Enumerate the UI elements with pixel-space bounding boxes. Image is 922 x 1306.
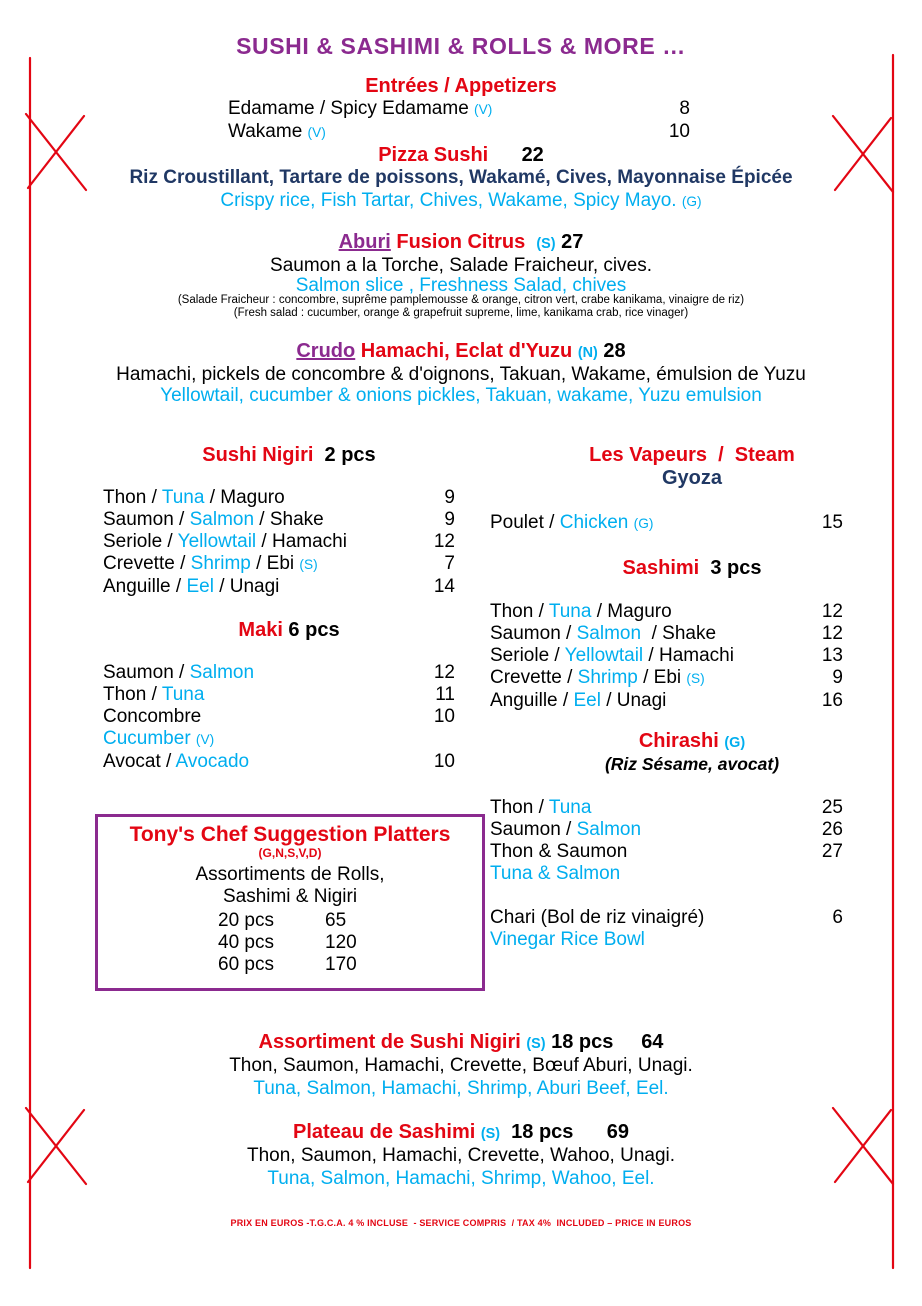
text-part: 27 bbox=[555, 231, 584, 253]
crudo-desc-en: Yellowtail, cucumber & onions pickles, Takuan, wakame, Yuzu emulsion bbox=[160, 385, 762, 406]
platters-title: Tony's Chef Suggestion Platters bbox=[129, 823, 451, 846]
menu-item-row bbox=[490, 512, 843, 535]
menu-item-row bbox=[490, 623, 843, 645]
plateau-sashimi-heading bbox=[0, 1121, 922, 1146]
text-part: Poulet / bbox=[490, 512, 560, 533]
text-part: (G) bbox=[633, 516, 654, 531]
text-part: Crevette / bbox=[490, 667, 578, 688]
menu-item-row bbox=[103, 662, 455, 684]
chirashi-rows bbox=[490, 797, 843, 951]
text-part: Shrimp bbox=[577, 667, 638, 688]
menu-item-row bbox=[103, 531, 455, 553]
menu-item-row bbox=[490, 929, 843, 951]
assortiment-nigiri-desc-en: Tuna, Salmon, Hamachi, Shrimp, Aburi Beef, Eel. bbox=[253, 1078, 669, 1099]
item-name bbox=[228, 98, 492, 121]
item-price: 10 bbox=[433, 751, 455, 772]
menu-item-row bbox=[103, 553, 455, 576]
steam-rows bbox=[490, 512, 843, 535]
chirashi-subtitle: (Riz Sésame, avocat) bbox=[604, 754, 780, 774]
text-part: Crispy rice, Fish Tartar, Chives, Wakame, Spicy Mayo. bbox=[220, 190, 682, 211]
text-part: Plateau de Sashimi bbox=[292, 1121, 481, 1143]
text-part: Thon / bbox=[103, 487, 162, 508]
menu-item-row bbox=[490, 645, 843, 667]
page-title: SUSHI & SASHIMI & ROLLS & MORE … bbox=[236, 33, 686, 59]
assortiment-nigiri-heading bbox=[0, 1031, 922, 1056]
text-part: Edamame / Spicy Edamame bbox=[228, 98, 475, 119]
platter-price: 65 bbox=[325, 910, 347, 931]
text-part bbox=[525, 231, 536, 253]
text-part: 18 pcs bbox=[500, 1121, 574, 1143]
menu-item-row bbox=[490, 667, 843, 690]
item-name bbox=[103, 706, 201, 728]
text-part: Chari (Bol de riz vinaigré) bbox=[490, 907, 705, 928]
assortiment-nigiri-desc-fr: Thon, Saumon, Hamachi, Crevette, Bœuf Aburi, Unagi. bbox=[229, 1055, 693, 1076]
text-part: Aburi bbox=[338, 231, 391, 253]
text-part: Saumon / bbox=[103, 509, 190, 530]
text-part: Tuna bbox=[161, 487, 205, 508]
text-part: / Unagi bbox=[213, 576, 280, 597]
text-part: Assortiment de Sushi Nigiri bbox=[258, 1031, 527, 1053]
sushi-nigiri-heading bbox=[113, 444, 465, 467]
text-part: / Hamachi bbox=[256, 531, 347, 552]
menu-item-row bbox=[490, 863, 843, 885]
text-part: Salmon bbox=[576, 819, 642, 840]
price-footer: PRIX EN EUROS -T.G.C.A. 4 % INCLUSE - SERVICE COMPRIS / TAX 4% INCLUDED – PRICE IN EUROS bbox=[230, 1218, 692, 1228]
text-part: Crudo bbox=[296, 340, 356, 362]
menu-item-row bbox=[103, 487, 455, 509]
text-part: / Maguro bbox=[591, 601, 672, 622]
aburi-desc-en: Salmon slice , Freshness Salad, chives bbox=[295, 275, 627, 296]
item-name bbox=[103, 751, 249, 773]
item-price: 12 bbox=[821, 601, 843, 622]
text-part: (G) bbox=[681, 194, 702, 209]
item-name bbox=[490, 797, 591, 819]
item-price: 15 bbox=[821, 512, 843, 533]
crudo-desc-fr: Hamachi, pickels de concombre & d'oignons, Takuan, Wakame, émulsion de Yuzu bbox=[116, 364, 806, 385]
item-name bbox=[103, 553, 318, 576]
crudo-heading bbox=[0, 340, 922, 365]
platter-price: 170 bbox=[325, 954, 357, 975]
text-part: (V) bbox=[474, 102, 493, 117]
text-part: (G) bbox=[724, 735, 746, 751]
text-part: Salmon bbox=[576, 623, 642, 644]
text-part: (S) bbox=[526, 1036, 546, 1052]
item-price: 11 bbox=[435, 684, 455, 705]
item-price: 12 bbox=[821, 623, 843, 644]
text-part: Cucumber bbox=[103, 728, 196, 749]
gyoza-subheading: Gyoza bbox=[661, 467, 723, 489]
text-part: 64 bbox=[641, 1031, 664, 1053]
text-part: Vinegar Rice Bowl bbox=[490, 929, 645, 950]
text-part: Les Vapeurs / Steam bbox=[589, 444, 795, 466]
menu-item-row bbox=[490, 907, 843, 929]
text-part: / Hamachi bbox=[643, 645, 734, 666]
text-part: Maki bbox=[238, 619, 283, 641]
platter-row bbox=[218, 954, 482, 976]
text-part: Thon / bbox=[490, 601, 549, 622]
text-part: Salmon bbox=[189, 662, 255, 683]
text-part: (S) bbox=[536, 236, 556, 252]
menu-item-row bbox=[490, 690, 843, 712]
item-name bbox=[490, 863, 620, 885]
maki-heading bbox=[113, 619, 465, 642]
sashimi-heading bbox=[515, 557, 869, 580]
sushi-nigiri-rows bbox=[103, 487, 455, 598]
steam-heading bbox=[515, 444, 869, 467]
item-name bbox=[103, 531, 347, 553]
item-price: 10 bbox=[433, 706, 455, 727]
item-name bbox=[103, 684, 204, 706]
text-part: Fusion Citrus bbox=[390, 231, 526, 253]
text-part: Avocado bbox=[175, 751, 250, 772]
platter-row bbox=[218, 932, 482, 954]
platter-price: 120 bbox=[325, 932, 357, 953]
text-part: Salmon bbox=[189, 509, 255, 530]
menu-item-row bbox=[490, 601, 843, 623]
text-part: Hamachi, Eclat d'Yuzu bbox=[355, 340, 578, 362]
item-name bbox=[490, 907, 704, 929]
text-part: Sashimi bbox=[622, 557, 700, 579]
text-part: Thon / bbox=[103, 684, 162, 705]
text-part: Eel bbox=[573, 690, 601, 711]
text-part: Tuna bbox=[548, 601, 592, 622]
item-price: 9 bbox=[832, 667, 843, 688]
menu-item-row bbox=[490, 841, 843, 863]
text-part: (S) bbox=[480, 1126, 501, 1142]
text-part: (V) bbox=[307, 125, 326, 140]
appetizers-rows bbox=[228, 98, 690, 144]
item-name bbox=[490, 623, 716, 645]
maki-rows bbox=[103, 662, 455, 773]
text-part: (N) bbox=[577, 345, 598, 361]
text-part bbox=[613, 1031, 641, 1053]
item-name bbox=[228, 121, 326, 144]
menu-item-row bbox=[103, 576, 455, 598]
text-part: / Shake bbox=[254, 509, 324, 530]
aburi-note-en: (Fresh salad : cucumber, orange & grapefruit supreme, lime, kanikama crab, rice vinager) bbox=[233, 307, 689, 319]
text-part: / Maguro bbox=[204, 487, 285, 508]
aburi-heading bbox=[0, 231, 922, 256]
item-price: 13 bbox=[821, 645, 843, 666]
text-part: / Ebi bbox=[637, 667, 687, 688]
menu-item-row bbox=[103, 728, 455, 751]
text-part: Saumon / bbox=[103, 662, 190, 683]
platter-size: 40 pcs bbox=[218, 932, 274, 953]
item-name bbox=[490, 667, 705, 690]
platter-size: 20 pcs bbox=[218, 910, 274, 931]
menu-item-row bbox=[103, 706, 455, 728]
text-part: Chirashi bbox=[638, 730, 725, 752]
platter-size: 60 pcs bbox=[218, 954, 274, 975]
item-price: 12 bbox=[433, 662, 455, 683]
item-price: 7 bbox=[444, 553, 455, 574]
text-part: Wakame bbox=[228, 121, 308, 142]
menu-item-row bbox=[228, 121, 690, 144]
menu-item-row bbox=[103, 684, 455, 706]
item-price: 6 bbox=[832, 907, 843, 928]
item-price: 12 bbox=[433, 531, 455, 552]
item-name bbox=[490, 645, 734, 667]
item-price: 9 bbox=[444, 487, 455, 508]
item-price: 10 bbox=[668, 121, 690, 142]
text-part: Tuna bbox=[548, 797, 592, 818]
text-part: Eel bbox=[186, 576, 214, 597]
item-price: 27 bbox=[821, 841, 843, 862]
item-price: 26 bbox=[821, 819, 843, 840]
text-part: Concombre bbox=[103, 706, 202, 727]
item-name bbox=[103, 576, 279, 598]
pizza-sushi-desc-fr: Riz Croustillant, Tartare de poissons, Wakamé, Cives, Mayonnaise Épicée bbox=[129, 167, 793, 188]
pizza-sushi-heading bbox=[0, 144, 922, 167]
item-price: 14 bbox=[433, 576, 455, 597]
text-part: (S) bbox=[299, 557, 318, 572]
text-part: 22 bbox=[521, 144, 544, 166]
text-part: Crevette / bbox=[103, 553, 191, 574]
item-name bbox=[490, 601, 672, 623]
sashimi-rows bbox=[490, 601, 843, 712]
item-name bbox=[490, 819, 641, 841]
menu-item-row bbox=[490, 819, 843, 841]
item-name bbox=[103, 509, 324, 531]
menu-item-row bbox=[490, 797, 843, 819]
item-name bbox=[490, 512, 653, 535]
text-part: / Shake bbox=[641, 623, 717, 644]
text-part: Seriole / bbox=[103, 531, 178, 552]
menu-item-row bbox=[103, 509, 455, 531]
item-name bbox=[490, 690, 666, 712]
item-name bbox=[103, 728, 214, 751]
item-price: 9 bbox=[444, 509, 455, 530]
text-part: 18 pcs bbox=[545, 1031, 614, 1053]
text-part: Sushi Nigiri bbox=[202, 444, 314, 466]
platters-line-2: Sashimi & Nigiri bbox=[222, 886, 358, 907]
item-name bbox=[103, 662, 254, 684]
text-part: 6 pcs bbox=[282, 619, 340, 641]
text-part: Saumon / bbox=[490, 623, 577, 644]
item-price: 16 bbox=[821, 690, 843, 711]
item-name bbox=[103, 487, 285, 509]
text-part: Saumon / bbox=[490, 819, 577, 840]
text-part: / Unagi bbox=[600, 690, 667, 711]
item-name bbox=[490, 929, 645, 951]
text-part: Thon & Saumon bbox=[490, 841, 628, 862]
text-part: 69 bbox=[606, 1121, 630, 1143]
text-part: Yellowtail bbox=[177, 531, 257, 552]
chirashi-heading bbox=[515, 730, 869, 755]
menu-item-row bbox=[103, 751, 455, 773]
plateau-sashimi-desc-en: Tuna, Salmon, Hamachi, Shrimp, Wahoo, Eel. bbox=[267, 1168, 655, 1189]
item-price: 25 bbox=[821, 797, 843, 818]
text-part: Thon / bbox=[490, 797, 549, 818]
menu-item-row bbox=[228, 98, 690, 121]
text-part: 3 pcs bbox=[699, 557, 762, 579]
text-part: (V) bbox=[195, 732, 215, 747]
text-part: / Ebi bbox=[250, 553, 300, 574]
text-part: (S) bbox=[686, 671, 705, 686]
platters-tags: (G,N,S,V,D) bbox=[258, 846, 322, 860]
text-part bbox=[488, 144, 521, 166]
text-part: Shrimp bbox=[190, 553, 251, 574]
text-part: Tuna bbox=[161, 684, 205, 705]
item-name bbox=[490, 841, 627, 863]
plateau-sashimi-desc-fr: Thon, Saumon, Hamachi, Crevette, Wahoo, Unagi. bbox=[246, 1145, 676, 1166]
aburi-desc-fr: Saumon a la Torche, Salade Fraicheur, cives. bbox=[270, 255, 652, 276]
text-part: Seriole / bbox=[490, 645, 565, 666]
text-part: Avocat / bbox=[103, 751, 176, 772]
text-part: Anguille / bbox=[103, 576, 187, 597]
platters-rows bbox=[98, 910, 482, 976]
item-price: 8 bbox=[679, 98, 690, 119]
platters-line-1: Assortiments de Rolls, bbox=[195, 864, 385, 885]
platters-box bbox=[95, 814, 485, 991]
aburi-note-fr: (Salade Fraicheur : concombre, suprême pamplemousse & orange, citron vert, crabe kanikama, vinaigre de riz) bbox=[177, 294, 745, 306]
text-part: Yellowtail bbox=[564, 645, 644, 666]
pizza-sushi-desc-en bbox=[0, 190, 922, 212]
appetizers-heading: Entrées / Appetizers bbox=[365, 75, 557, 97]
text-part bbox=[573, 1121, 606, 1143]
text-part: Chicken bbox=[559, 512, 634, 533]
text-part: 28 bbox=[597, 340, 626, 362]
platter-row bbox=[218, 910, 482, 932]
text-part: Tuna & Salmon bbox=[490, 863, 621, 884]
text-part: Anguille / bbox=[490, 690, 574, 711]
text-part: 2 pcs bbox=[313, 444, 376, 466]
text-part: Pizza Sushi bbox=[378, 144, 489, 166]
